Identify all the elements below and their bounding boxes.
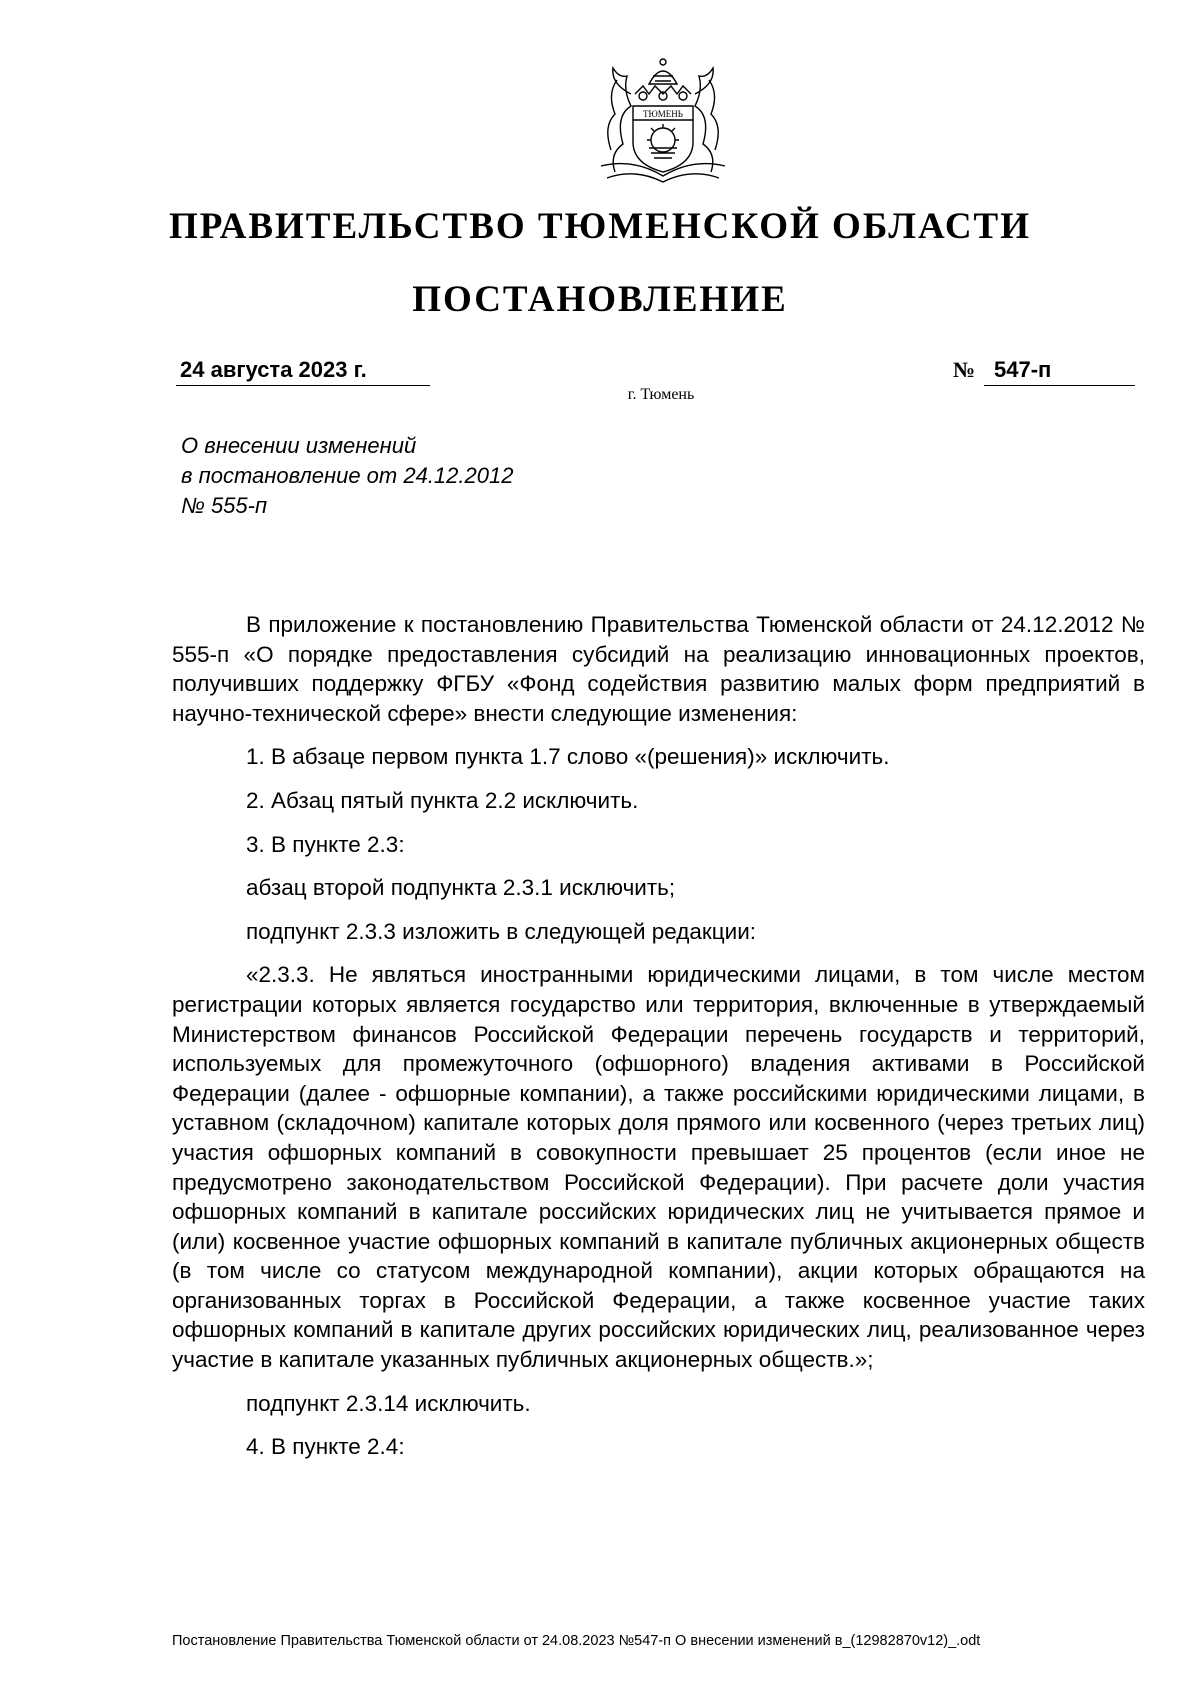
- amendment-item-2: 2. Абзац пятый пункта 2.2 исключить.: [246, 787, 639, 813]
- amendment-item-3: 3. В пункте 2.3:: [246, 831, 405, 857]
- subject-line: № 555-п: [181, 493, 268, 518]
- authority-title: ПРАВИТЕЛЬСТВО ТЮМЕНСКОЙ ОБЛАСТИ: [168, 206, 1032, 247]
- footer-filename: Постановление Правительства Тюменской области от 24.08.2023 №547-п О внесении изменений в_(12982870v12)_.odt: [172, 1633, 981, 1649]
- city-name: г. Тюмень: [627, 386, 695, 403]
- svg-text:ТЮМЕНЬ: ТЮМЕНЬ: [643, 109, 683, 119]
- document-body: [172, 610, 1145, 1462]
- document-number: 547-п: [984, 353, 1135, 386]
- number-sign: №: [953, 357, 976, 382]
- document-date-field: [176, 353, 430, 386]
- document-date: 24 августа 2023 г.: [180, 357, 367, 382]
- coat-of-arms-icon: [593, 54, 733, 184]
- amendment-item-4: 4. В пункте 2.4:: [246, 1434, 405, 1460]
- amendment-item-3-b: подпункт 2.3.3 изложить в следующей редакции:: [246, 918, 757, 944]
- document-number-field: [953, 353, 1135, 386]
- document-subject: [181, 431, 513, 521]
- subject-line: в постановление от 24.12.2012: [181, 463, 514, 488]
- subject-line: О внесении изменений: [181, 433, 417, 458]
- amendment-item-1: 1. В абзаце первом пункта 1.7 слово «(решения)» исключить.: [246, 744, 890, 770]
- preamble-paragraph: В приложение к постановлению Правительства Тюменской области от 24.12.2012 № 555-п «О порядке предоставления субсидий на реализацию инновационных проектов, получивших поддержку ФГБУ «Фонд содействия развитию малых форм предприятий в научно-технической сфере» внести следующие изменения:: [172, 612, 1145, 726]
- quoted-subclause: «2.3.3. Не являться иностранными юридическими лицами, в том числе местом регистрации которых является государство или территория, включенные в утверждаемый Министерством финансов Российской Федерации перечень государств и территорий, используемых для промежуточного (офшорного) владения активами в Российской Федерации (далее - офшорные компании), а также российскими юридическими лицами, в уставном (складочном) капитале которых доля прямого или косвенного (через третьих лиц) участия офшорных компаний в совокупности превышает 25 процентов (если иное не предусмотрено законодательством Российской Федерации). При расчете доли участия офшорных компаний в капитале российских юридических лиц не учитывается прямое и (или) косвенное участие офшорных компаний в капитале публичных акционерных обществ (в том числе со статусом международной компании), акции которых обращаются на организованных торгах в Российской Федерации, а также косвенное участие таких офшорных компаний в капитале других российских юридических лиц, реализованное через участие в капитале указанных публичных акционерных обществ.»;: [172, 962, 1145, 1373]
- amendment-item-3-a: абзац второй подпункта 2.3.1 исключить;: [246, 875, 676, 901]
- amendment-item-3-c: подпункт 2.3.14 исключить.: [246, 1390, 531, 1416]
- document-type: ПОСТАНОВЛЕНИЕ: [412, 279, 788, 320]
